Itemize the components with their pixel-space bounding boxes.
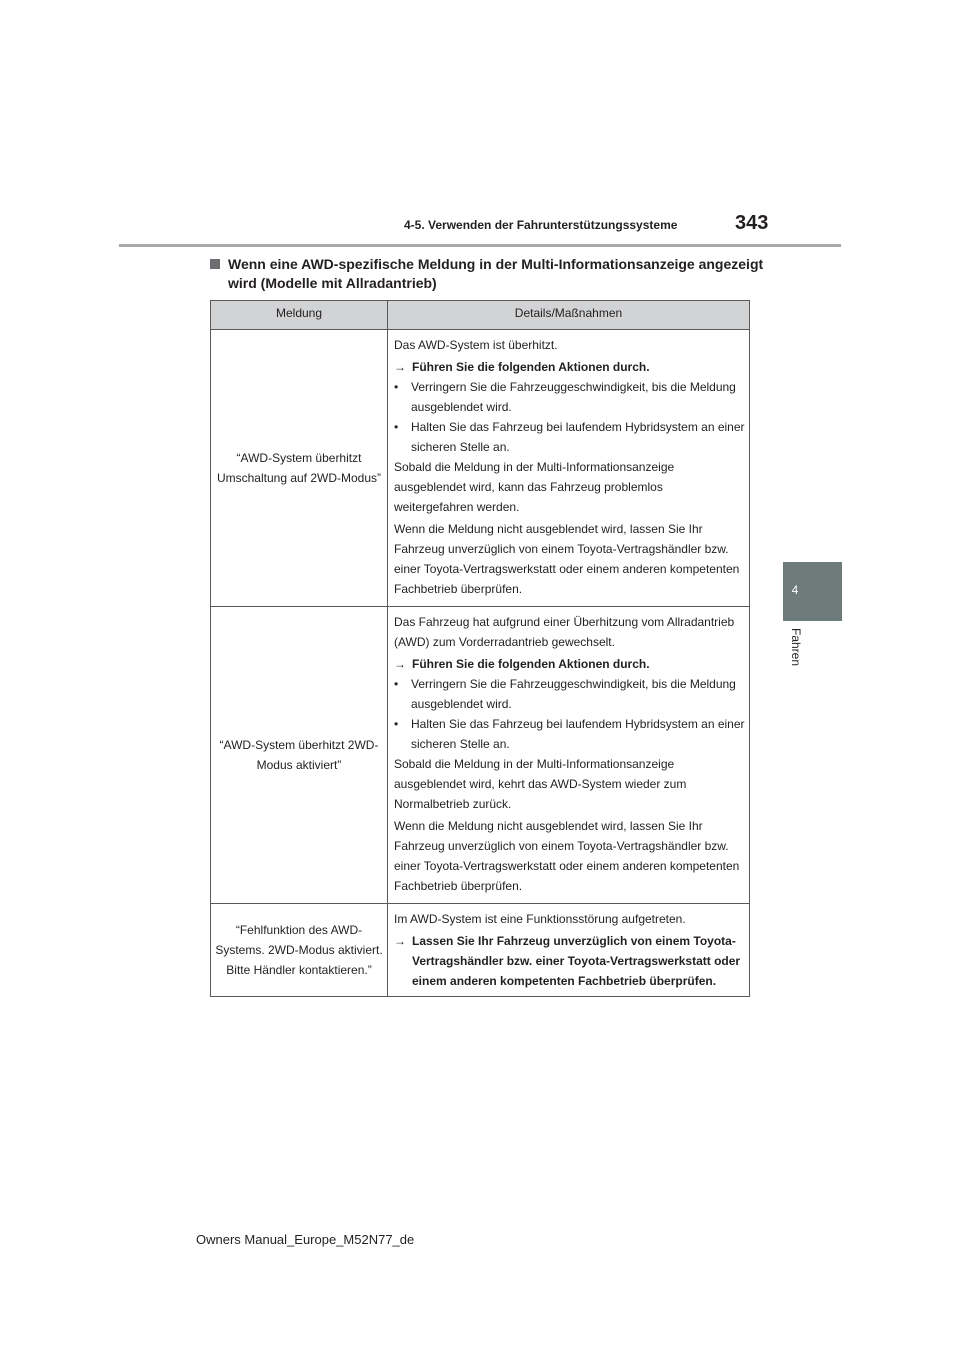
action-text: Führen Sie die folgenden Aktionen durch.	[412, 657, 650, 671]
square-bullet-icon	[210, 259, 220, 269]
list-item	[394, 377, 745, 417]
message-cell: “Fehlfunktion des AWD-Systems. 2WD-Modus aktiviert. Bitte Händler kontaktieren.”	[211, 904, 388, 997]
page-number: 343	[735, 212, 769, 234]
list-item-text: Halten Sie das Fahrzeug bei laufendem Hybridsystem an einer sicheren Stelle an.	[411, 420, 745, 454]
message-cell: “AWD-System überhitzt Umschaltung auf 2WD-Modus”	[211, 330, 388, 607]
arrow-right-icon: →	[394, 934, 406, 948]
details-intro: Das Fahrzeug hat aufgrund einer Überhitzung vom Allradantrieb (AWD) zum Vorderradantrieb gewechselt.	[394, 615, 735, 649]
action-instruction	[394, 931, 745, 991]
arrow-right-icon: →	[394, 657, 406, 671]
action-instruction	[394, 357, 745, 377]
awd-message-table	[210, 300, 750, 997]
details-cell	[388, 330, 750, 607]
column-header-details: Details/Maßnahmen	[388, 301, 750, 330]
table-header-row	[211, 301, 750, 330]
details-paragraph: Wenn die Meldung nicht ausgeblendet wird, lassen Sie Ihr Fahrzeug unverzüglich von einem Toyota-Vertragshändler bzw. einer Toyota-Vertragswerkstatt oder einem anderen kompetenten Fachbetrieb überprüfen.	[394, 819, 740, 893]
section-heading-text: Wenn eine AWD-spezifische Meldung in der Multi-Informationsanzeige angezeigt wird (Modelle mit Allradantrieb)	[228, 256, 764, 291]
list-item	[394, 674, 745, 714]
column-header-message: Meldung	[211, 301, 388, 330]
bullet-icon: •	[394, 677, 399, 691]
details-cell	[388, 904, 750, 997]
details-intro: Das AWD-System ist überhitzt.	[394, 338, 558, 352]
section-heading	[210, 255, 770, 293]
chapter-name	[786, 628, 806, 688]
details-paragraph: Wenn die Meldung nicht ausgeblendet wird, lassen Sie Ihr Fahrzeug unverzüglich von einem Toyota-Vertragshändler bzw. einer Toyota-Vertragswerkstatt oder einem anderen kompetenten Fachbetrieb überprüfen.	[394, 522, 740, 596]
list-item	[394, 714, 745, 754]
details-cell	[388, 607, 750, 904]
chapter-name-text: Fahren	[789, 628, 803, 667]
bullet-icon: •	[394, 420, 399, 434]
action-text: Führen Sie die folgenden Aktionen durch.	[412, 360, 650, 374]
bullet-icon: •	[394, 717, 399, 731]
details-intro: Im AWD-System ist eine Funktionsstörung aufgetreten.	[394, 912, 686, 926]
running-header: 4-5. Verwenden der Fahrunterstützungssysteme	[404, 218, 678, 232]
action-instruction	[394, 654, 745, 674]
footer-document-id: Owners Manual_Europe_M52N77_de	[196, 1232, 415, 1247]
table-row	[211, 330, 750, 607]
message-cell: “AWD-System überhitzt 2WD-Modus aktiviert”	[211, 607, 388, 904]
header-divider	[119, 244, 841, 247]
bullet-icon: •	[394, 380, 399, 394]
details-paragraph: Sobald die Meldung in der Multi-Informationsanzeige ausgeblendet wird, kehrt das AWD-System wieder zum Normalbetrieb zurück.	[394, 757, 687, 811]
table-row	[211, 904, 750, 997]
list-item-text: Verringern Sie die Fahrzeuggeschwindigkeit, bis die Meldung ausgeblendet wird.	[411, 380, 736, 414]
list-item-text: Halten Sie das Fahrzeug bei laufendem Hybridsystem an einer sicheren Stelle an.	[411, 717, 745, 751]
chapter-number: 4	[791, 583, 799, 597]
list-item	[394, 417, 745, 457]
list-item-text: Verringern Sie die Fahrzeuggeschwindigkeit, bis die Meldung ausgeblendet wird.	[411, 677, 736, 711]
table-row	[211, 607, 750, 904]
action-text: Lassen Sie Ihr Fahrzeug unverzüglich von einem Toyota-Vertragshändler bzw. einer Toyota-Vertragswerkstatt oder einem anderen kompetenten Fachbetrieb überprüfen.	[412, 934, 741, 988]
details-paragraph: Sobald die Meldung in der Multi-Informationsanzeige ausgeblendet wird, kann das Fahrzeug problemlos weitergefahren werden.	[394, 460, 675, 514]
arrow-right-icon: →	[394, 360, 406, 374]
